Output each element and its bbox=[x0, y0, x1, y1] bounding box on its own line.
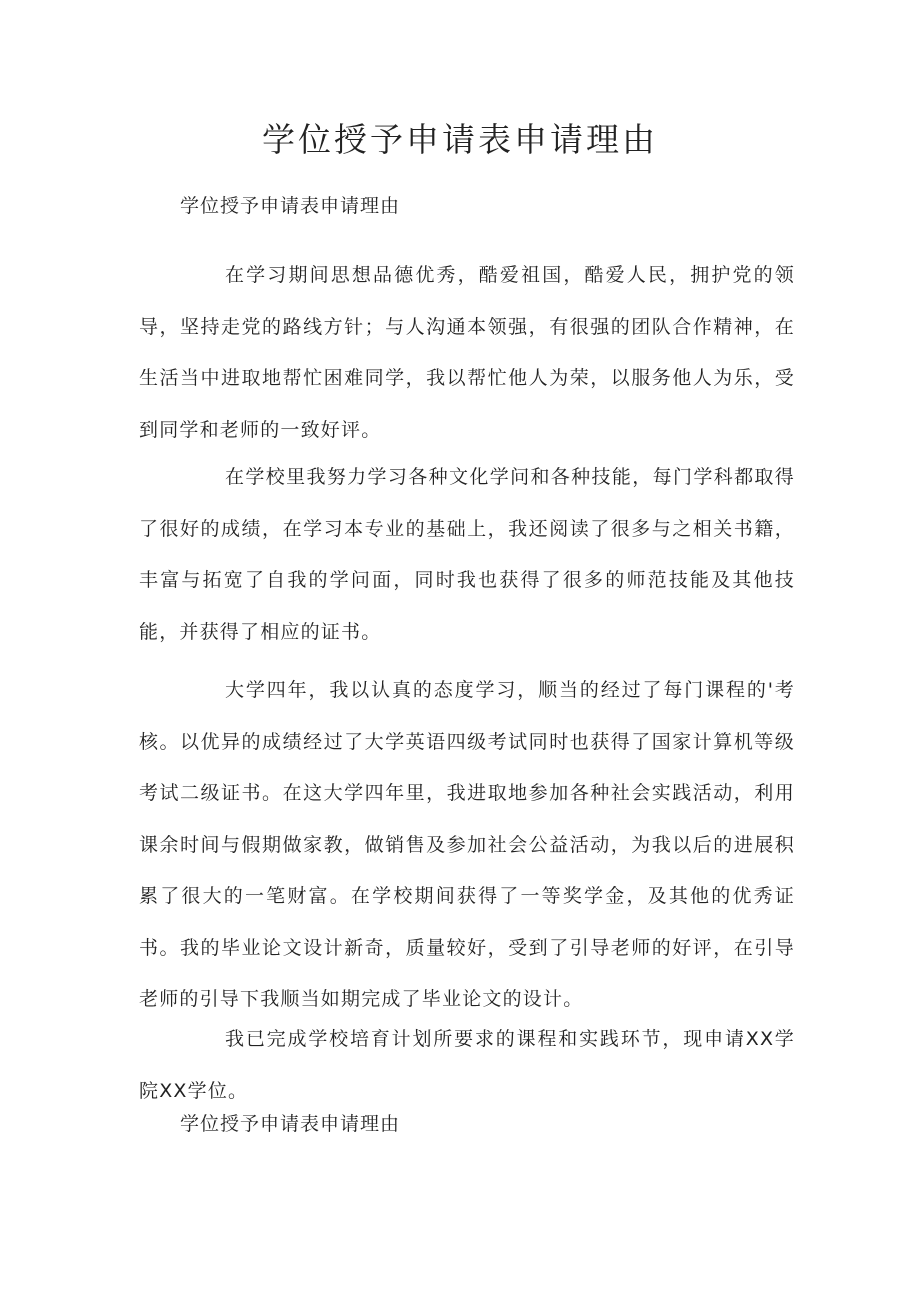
paragraph-2: 在学校里我努力学习各种文化学问和各种技能，每门学科都取得了很好的成绩，在学习本专业的基础上，我还阅读了很多与之相关书籍，丰富与拓宽了自我的学问面，同时我也获得了很多的师范技能及其他技能，并获得了相应的证书。 bbox=[139, 466, 795, 643]
paragraph-1: 在学习期间思想品德优秀，酷爱祖国，酷爱人民，拥护党的领导，坚持走党的路线方针；与人沟通本领强，有很强的团队合作精神，在生活当中进取地帮忙困难同学，我以帮忙他人为荣，以服务他人为乐，受到同学和老师的一致好评。 bbox=[139, 264, 795, 441]
subtitle-top: 学位授予申请表申请理由 bbox=[180, 195, 401, 217]
paragraph-3: 大学四年，我以认真的态度学习，顺当的经过了每门课程的'考核。以优异的成绩经过了大学英语四级考试同时也获得了国家计算机等级考试二级证书。在这大学四年里，我进取地参加各种社会实践活动，利用课余时间与假期做家教，做销售及参加社会公益活动，为我以后的进展积累了很大的一笔财富。在学校期间获得了一等奖学金，及其他的优秀证书。我的毕业论文设计新奇，质量较好，受到了引导老师的好评，在引导老师的引导下我顺当如期完成了毕业论文的设计。 bbox=[139, 679, 795, 1010]
paragraph-4: 我已完成学校培育计划所要求的课程和实践环节，现申请XX学院XX学位。 bbox=[139, 1028, 795, 1102]
subtitle-bottom: 学位授予申请表申请理由 bbox=[180, 1113, 401, 1135]
page-title: 学位授予申请表申请理由 bbox=[262, 120, 658, 159]
